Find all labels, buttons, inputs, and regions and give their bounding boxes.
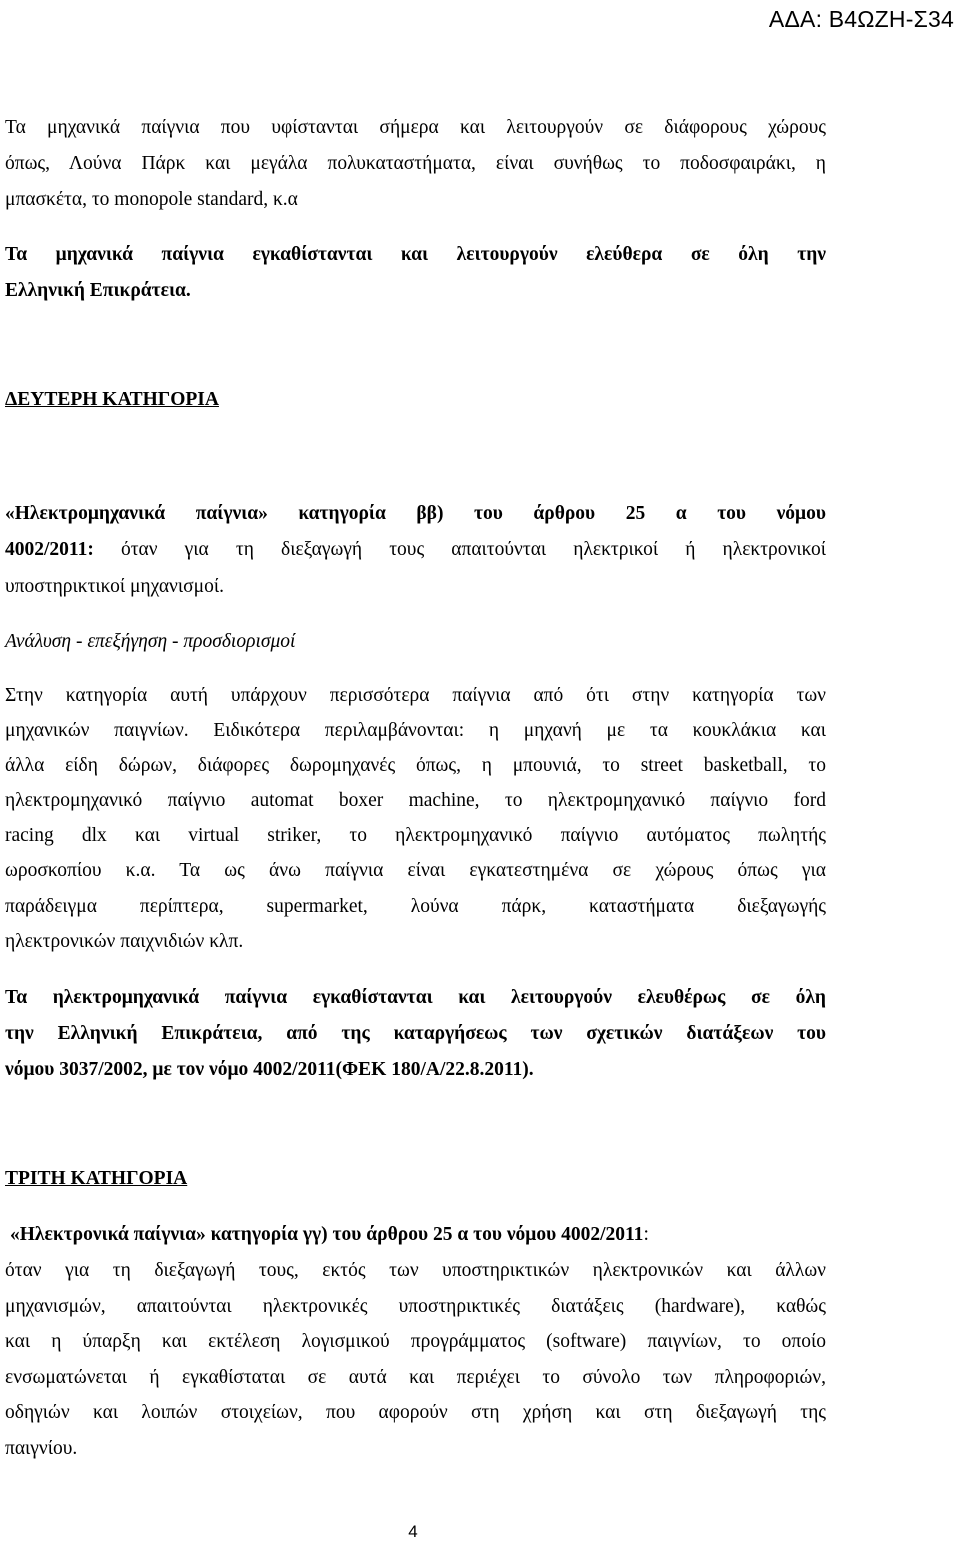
section2-body-line: ωροσκοπίου κ.α. Τα ως άνω παίγνια είναι εγκατεστημένα σε χώρους όπως για <box>5 860 826 881</box>
para1-line3: μπασκέτα, το monopole standard, κ.α <box>5 189 298 210</box>
para1-line2: όπως, Λούνα Πάρκ και μεγάλα πολυκαταστήματα, είναι συνήθως το ποδοσφαιράκι, η <box>5 153 826 174</box>
section3-body-line: παιγνίου. <box>5 1438 78 1459</box>
section3-definition-line1 <box>10 1222 649 1248</box>
section2-definition-line1: «Ηλεκτρομηχανικά παίγνια» κατηγορία ββ) του άρθρου 25 α του νόμου <box>5 503 826 524</box>
section2-definition-line3: υποστηρικτικοί μηχανισμοί. <box>5 576 224 597</box>
page-number: 4 <box>408 1522 418 1541</box>
ada-code: ΑΔΑ: Β4ΩΖΗ-Σ34 <box>768 6 954 32</box>
section3-heading: ΤΡΙΤΗ ΚΑΤΗΓΟΡΙΑ <box>5 1168 188 1189</box>
para2-line2: Ελληνική Επικράτεια. <box>5 280 191 301</box>
section2-body-line: racing dlx και virtual striker, το ηλεκτρομηχανικό παίγνιο αυτόματος πωλητής <box>5 825 826 846</box>
section2-body-line: άλλα είδη δώρων, διάφορες δωρομηχανές όπως, η μπουνιά, το street basketball, το <box>5 755 826 776</box>
section2-heading: ΔΕΥΤΕΡΗ ΚΑΤΗΓΟΡΙΑ <box>5 389 219 410</box>
section3-body-line: όταν για τη διεξαγωγή τους, εκτός των υποστηρικτικών ηλεκτρονικών και άλλων <box>5 1260 826 1281</box>
section2-body-line: μηχανικών παιγνίων. Ειδικότερα περιλαμβάνονται: η μηχανή με τα κουκλάκια και <box>5 720 826 741</box>
section2-bold-line2: την Ελληνική Επικράτεια, από της καταργήσεως των σχετικών διατάξεων του <box>5 1023 826 1044</box>
definition-colon: : <box>643 1224 649 1245</box>
section2-bold-line3: νόμου 3037/2002, με τον νόμο 4002/2011(ΦΕΚ 180/Α/22.8.2011). <box>5 1059 534 1080</box>
section2-body-line: Στην κατηγορία αυτή υπάρχουν περισσότερα παίγνια από ότι στην κατηγορία των <box>5 685 826 706</box>
para1-line1: Τα μηχανικά παίγνια που υφίστανται σήμερα και λειτουργούν σε διάφορους χώρους <box>5 117 826 138</box>
para2-line1: Τα μηχανικά παίγνια εγκαθίστανται και λειτουργούν ελεύθερα σε όλη την <box>5 244 826 265</box>
analysis-heading: Ανάλυση - επεξήγηση - προσδιορισμοί <box>5 631 296 652</box>
section2-body-line: ηλεκτρομηχανικό παίγνιο automat boxer machine, το ηλεκτρομηχανικό παίγνιο ford <box>5 790 826 811</box>
section3-body-line: μηχανισμών, απαιτούνται ηλεκτρονικές υποστηρικτικές διατάξεις (hardware), καθώς <box>5 1296 826 1317</box>
section2-definition-line2 <box>5 537 826 563</box>
section2-body-line: παράδειγμα περίπτερα, supermarket, λούνα πάρκ, καταστήματα διεξαγωγής <box>5 896 826 917</box>
definition-text: όταν για τη διεξαγωγή τους απαιτούνται ηλεκτρικοί ή ηλεκτρονικοί <box>93 539 826 560</box>
definition-title: «Ηλεκτρονικά παίγνια» κατηγορία γγ) του άρθρου 25 α του νόμου 4002/2011 <box>10 1224 644 1245</box>
section2-bold-line1: Τα ηλεκτρομηχανικά παίγνια εγκαθίστανται και λειτουργούν ελευθέρως σε όλη <box>5 987 826 1008</box>
section2-body-line: ηλεκτρονικών παιχνιδιών κλπ. <box>5 931 244 952</box>
law-reference: 4002/2011: <box>5 539 94 560</box>
section3-body-line: οδηγιών και λοιπών στοιχείων, που αφορούν στη χρήση και στη διεξαγωγή της <box>5 1402 826 1423</box>
section3-body-line: ενσωματώνεται ή εγκαθίσταται σε αυτά και περιέχει το σύνολο των πληροφοριών, <box>5 1367 826 1388</box>
section3-body-line: και η ύπαρξη και εκτέλεση λογισμικού προγράμματος (software) παιγνίων, το οποίο <box>5 1331 826 1352</box>
